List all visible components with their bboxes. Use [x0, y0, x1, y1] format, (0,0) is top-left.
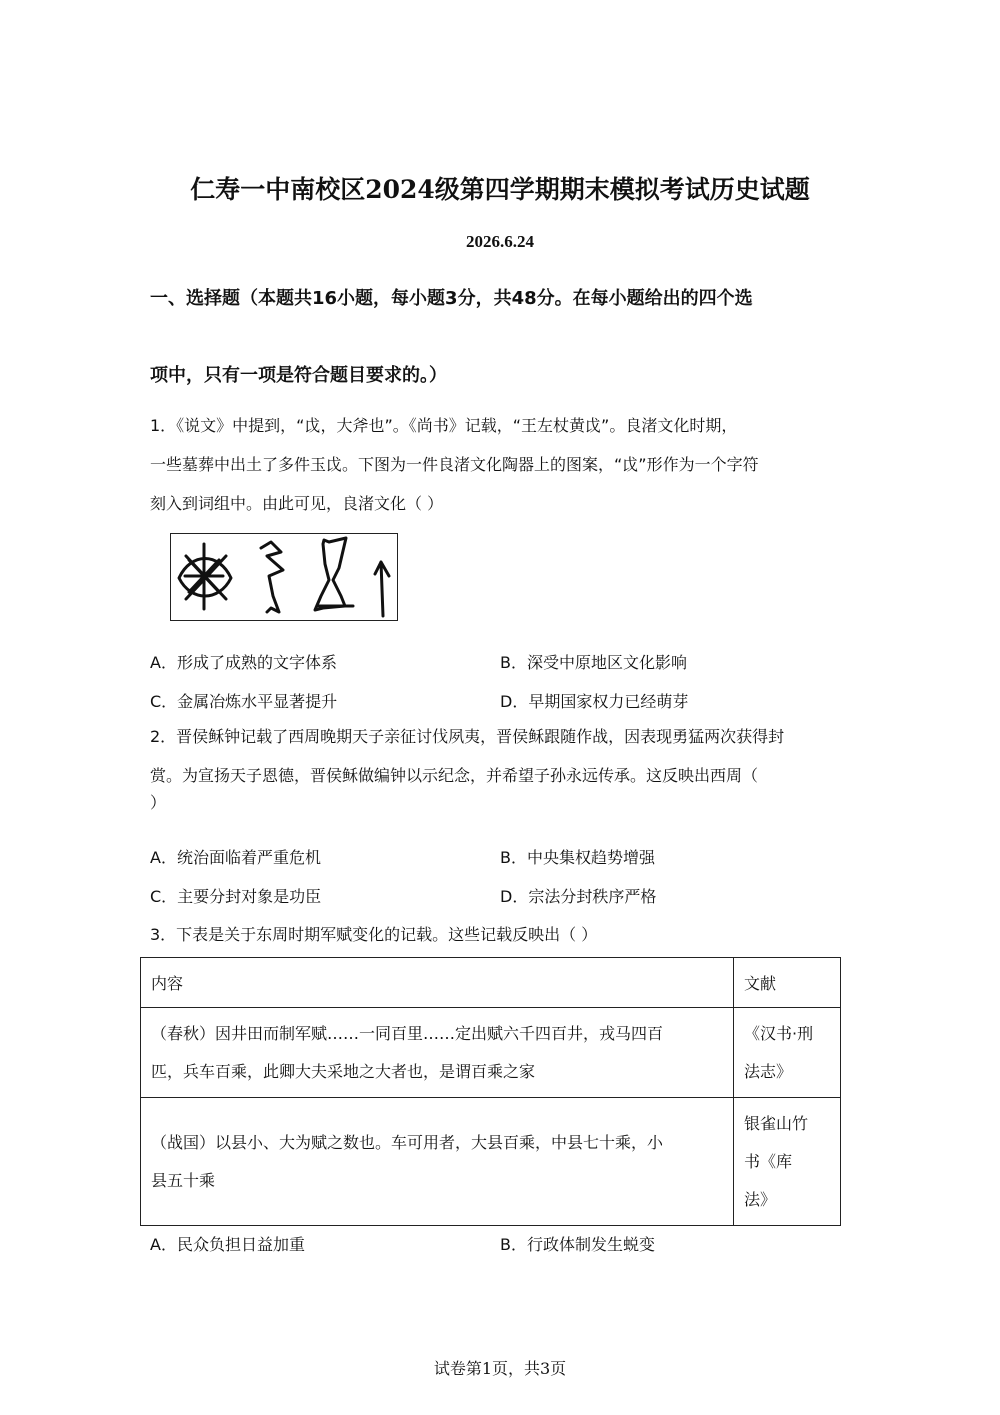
table-cell-source — [734, 1008, 841, 1098]
table-row — [141, 1098, 841, 1226]
question-2-option-b: B．中央集权趋势增强 — [500, 848, 655, 867]
exam-date: 2026.6.24 — [466, 232, 534, 251]
question-2-line3: ） — [150, 793, 167, 812]
table-header-source: 文献 — [734, 958, 841, 1008]
military-tax-table — [140, 957, 841, 1226]
question-2 — [150, 717, 860, 815]
table-header-row — [141, 958, 841, 1008]
table-cell-text: 银雀山竹 — [744, 1113, 809, 1133]
question-1-option-b: B．深受中原地区文化影响 — [500, 653, 687, 672]
section-heading-line2: 项中，只有一项是符合题目要求的。） — [150, 365, 447, 386]
table-row — [141, 1008, 841, 1098]
question-1-option-c: C．金属冶炼水平显著提升 — [150, 692, 338, 711]
table-cell-text: 匹，兵车百乘，此卿大夫采地之大者也，是谓百乘之家 — [151, 1061, 536, 1081]
question-1-option-a: A．形成了成熟的文字体系 — [150, 653, 337, 672]
table-cell-text: 县五十乘 — [151, 1170, 216, 1190]
table-cell-text: 法》 — [744, 1189, 777, 1209]
section-heading-line1: 一、选择题（本题共16小题，每小题3分，共48分。在每小题给出的四个选 — [150, 288, 753, 309]
table-cell-text: 书《库 — [744, 1151, 793, 1171]
pottery-symbol-drawing — [171, 534, 397, 620]
question-1-option-d: D．早期国家权力已经萌芽 — [500, 692, 689, 711]
table-cell-text: （战国）以县小、大为赋之数也。车可用者，大县百乘，中县七十乘，小 — [151, 1132, 664, 1152]
question-2-option-a: A．统治面临着严重危机 — [150, 848, 321, 867]
question-3-option-b: B．行政体制发生蜕变 — [500, 1235, 655, 1254]
table-cell-source — [734, 1098, 841, 1226]
table-cell-content — [141, 1008, 734, 1098]
question-1-line3: 刻入到词组中。由此可见，良渚文化（ ） — [150, 494, 444, 513]
table-cell-text: （春秋）因井田而制军赋……一同百里……定出赋六千四百井，戎马四百 — [151, 1023, 664, 1043]
question-3-option-a: A．民众负担日益加重 — [150, 1235, 305, 1254]
question-2-option-d: D．宗法分封秩序严格 — [500, 887, 657, 906]
question-2-option-c: C．主要分封对象是功臣 — [150, 887, 322, 906]
question-1 — [150, 406, 860, 523]
question-2-line1: 2．晋侯稣钟记载了西周晚期天子亲征讨伐夙夷，晋侯稣跟随作战，因表现勇猛两次获得封 — [150, 727, 785, 746]
page-footer: 试卷第1页，共3页 — [433, 1359, 567, 1378]
question-3-stem: 3．下表是关于东周时期军赋变化的记载。这些记载反映出（ ） — [150, 925, 598, 944]
question-1-line1: 1．《说文》中提到，“戉，大斧也”。《尚书》记载，“王左杖黄戉”。良渚文化时期， — [150, 416, 738, 435]
table-cell-text: 法志》 — [744, 1061, 793, 1081]
table-cell-text: 《汉书·刑 — [744, 1023, 814, 1043]
question-1-line2: 一些墓葬中出土了多件玉戉。下图为一件良渚文化陶器上的图案，“戉”形作为一个字符 — [150, 455, 759, 474]
exam-title: 仁寿一中南校区2024级第四学期期末模拟考试历史试题 — [190, 175, 810, 204]
question-2-line2: 赏。为宣扬天子恩德，晋侯稣做编钟以示纪念，并希望子孙永远传承。这反映出西周（ — [150, 766, 759, 785]
table-cell-content — [141, 1098, 734, 1226]
table-header-content: 内容 — [141, 958, 734, 1008]
liangzhu-pottery-symbol-figure — [170, 533, 398, 621]
